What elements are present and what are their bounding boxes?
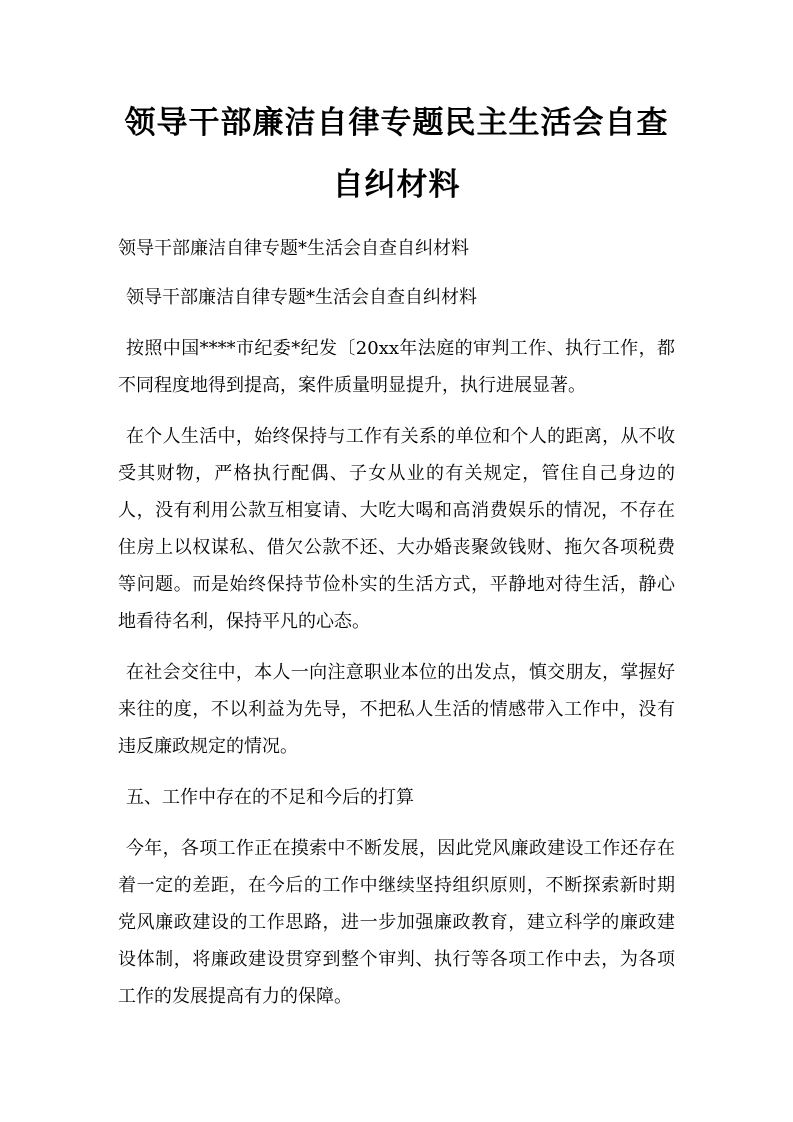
body-paragraph-social-interaction: 在社会交往中，本人一向注意职业本位的出发点，慎交朋友，掌握好来往的度，不以利益为先导，不把私人生活的情感带入工作中，没有违反廉政规定的情况。 — [118, 662, 675, 757]
section-heading-shortcomings: 五、工作中存在的不足和今后的打算 — [126, 787, 414, 808]
body-paragraph-plans: 今年，各项工作正在摸索中不断发展，因此党风廉政建设工作还存在着一定的差距，在今后的工作中继续坚持组织原则，不断探索新时期党风廉政建设的工作思路，进一步加强廉政教育，建立科学的廉政建设体制，将廉政建设贯穿到整个审判、执行等各项工作中去，为各项工作的发展提高有力的保障。 — [118, 838, 675, 1007]
body-paragraph-intro: 按照中国****市纪委*纪发〔20xx年法庭的审判工作、执行工作，都不同程度地得到提高，案件质量明显提升，执行进展显著。 — [118, 338, 675, 396]
body-paragraph-personal-life: 在个人生活中，始终保持与工作有关系的单位和个人的距离，从不收受其财物，严格执行配偶、子女从业的有关规定，管住自己身边的人，没有利用公款互相宴请、大吃大喝和高消费娱乐的情况，不存在住房上以权谋私、借欠公款不还、大办婚丧聚敛钱财、拖欠各项税费等问题。而是始终保持节俭朴实的生活方式，平静地对待生活，静心地看待名利，保持平凡的心态。 — [118, 426, 675, 632]
document-title: 领导干部廉洁自律专题民主生活会自查自纠材料 — [124, 105, 669, 203]
subtitle-paragraph: 领导干部廉洁自律专题*生活会自查自纠材料 — [118, 238, 469, 259]
subtitle-paragraph-repeat: 领导干部廉洁自律专题*生活会自查自纠材料 — [126, 287, 477, 308]
